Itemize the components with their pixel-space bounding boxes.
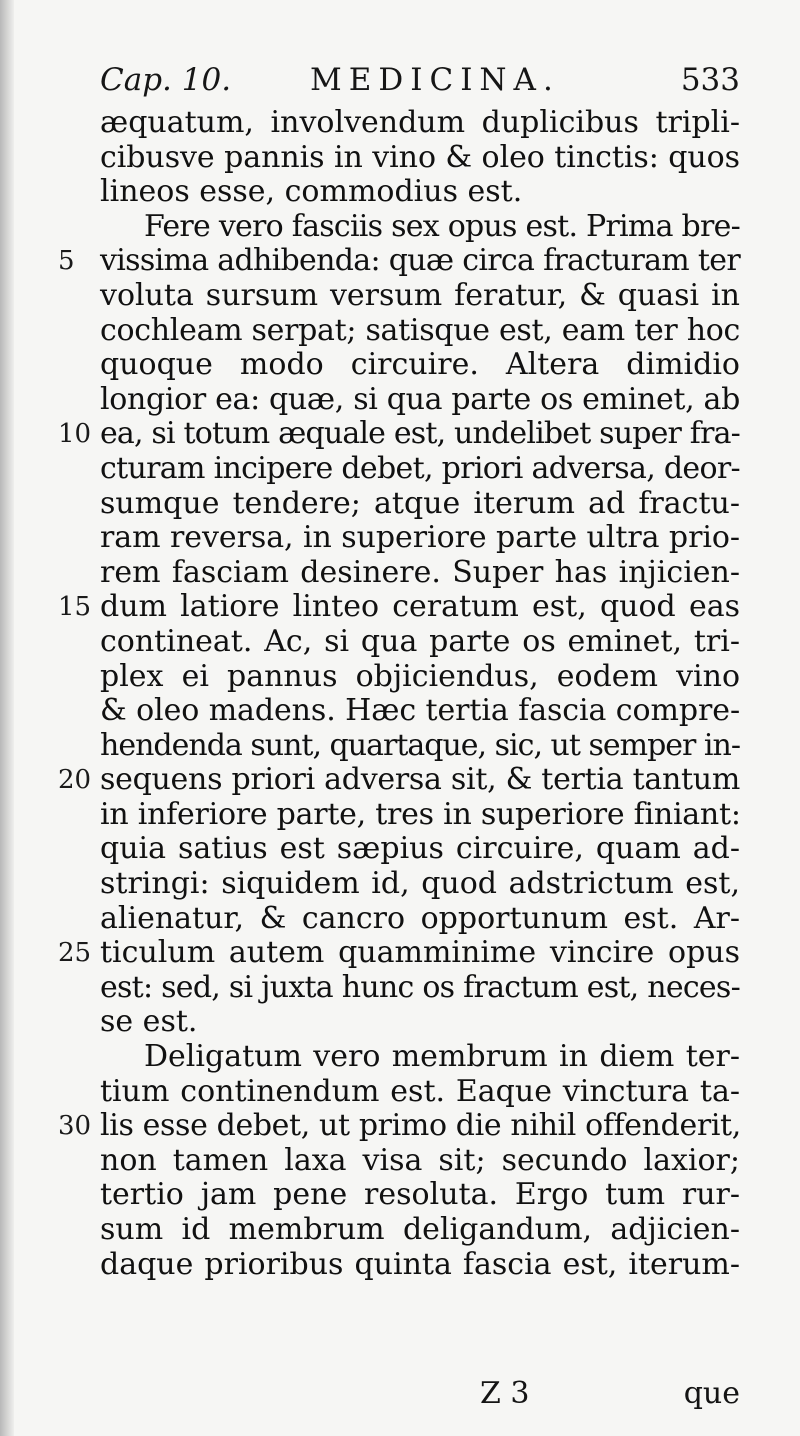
line-text: cturam incipere debet, priori adversa, deor- xyxy=(100,450,740,486)
line-text: non tamen laxa visa sit; secundo laxior; xyxy=(100,1142,740,1178)
line-text: tium continendum est. Eaque vinctura ta- xyxy=(100,1073,740,1109)
text-line xyxy=(100,348,740,383)
text-line xyxy=(100,1075,740,1110)
text-line xyxy=(100,175,740,210)
text-line xyxy=(100,141,740,176)
text-line xyxy=(100,556,740,591)
line-text: hendenda sunt, quartaque, sic, ut semper in- xyxy=(100,727,740,763)
line-text: quoque modo circuire. Altera dimidio xyxy=(100,347,740,383)
line-number: 30 xyxy=(58,1111,92,1142)
line-text: sequens priori adversa sit, & tertia tantum xyxy=(100,762,740,798)
line-text: in inferiore parte, tres in superiore finiant: xyxy=(100,796,741,832)
text-line xyxy=(100,1040,740,1075)
text-line xyxy=(100,660,740,695)
text-line xyxy=(100,1005,740,1040)
text-line xyxy=(58,243,741,279)
text-line xyxy=(100,1144,740,1179)
text-line xyxy=(100,1248,740,1283)
text-line xyxy=(100,902,740,937)
page-edge-shadow xyxy=(0,0,14,1436)
text-line xyxy=(100,487,740,522)
line-number: 5 xyxy=(58,246,75,277)
line-text: lineos esse, commodius est. xyxy=(100,174,523,210)
line-text: cochleam serpat; satisque est, eam ter hoc xyxy=(100,312,740,348)
line-text: Fere vero fasciis sex opus est. Prima bre- xyxy=(144,208,740,244)
text-line xyxy=(58,416,740,452)
line-number: 25 xyxy=(58,938,92,969)
text-line xyxy=(58,589,740,625)
running-header xyxy=(100,62,740,110)
line-text: cibusve pannis in vino & oleo tinctis: quos xyxy=(100,139,741,175)
text-line xyxy=(100,1178,740,1213)
text-line xyxy=(100,971,740,1006)
line-text: sumque tendere; atque iterum ad fractu- xyxy=(100,485,740,521)
line-number: 20 xyxy=(58,765,92,796)
line-text: vissima adhibenda: quæ circa fracturam ter xyxy=(100,243,741,279)
text-line xyxy=(100,729,740,764)
line-number: 15 xyxy=(58,592,92,623)
running-title: MEDICINA. xyxy=(310,62,560,98)
text-line xyxy=(100,832,740,867)
line-text: contineat. Ac, si qua parte os eminet, tri- xyxy=(100,623,740,659)
line-text: ticulum autem quamminime vincire opus xyxy=(100,935,740,971)
text-line xyxy=(100,867,740,902)
line-text: sum id membrum deligandum, adjicien- xyxy=(100,1212,740,1247)
line-text: Deligatum vero membrum in diem ter- xyxy=(144,1039,740,1075)
line-text: stringi: siquidem id, quod adstrictum est, xyxy=(100,866,740,902)
line-text: est: sed, si juxta hunc os fractum est, neces- xyxy=(100,969,740,1005)
text-line xyxy=(100,694,740,729)
text-line xyxy=(58,762,740,798)
line-text: plex ei pannus objiciendus, eodem vino xyxy=(100,658,740,694)
text-line xyxy=(100,625,740,660)
line-text: ram reversa, in superiore parte ultra prio- xyxy=(100,520,740,556)
line-text: rem fasciam desinere. Super has injicien- xyxy=(100,554,740,590)
line-text: voluta sursum versum feratur, & quasi in xyxy=(100,277,740,313)
line-text: daque prioribus quinta fascia est, iterum- xyxy=(100,1246,740,1282)
line-number: 10 xyxy=(58,419,92,450)
text-line xyxy=(58,935,740,971)
line-text: quia satius est sæpius circuire, quam ad- xyxy=(100,831,740,867)
text-line xyxy=(100,210,740,245)
text-line xyxy=(100,314,740,349)
text-line xyxy=(100,1213,740,1248)
line-text: ea, si totum æquale est, undelibet super fra- xyxy=(100,416,740,452)
text-line xyxy=(100,521,740,556)
page-footer xyxy=(100,1376,740,1420)
text-line xyxy=(100,383,740,418)
line-text: & oleo madens. Hæc tertia fascia compre- xyxy=(100,693,740,729)
line-text: lis esse debet, ut primo die nihil offenderit, xyxy=(100,1108,741,1144)
catchword: que xyxy=(683,1376,740,1411)
line-text: æquatum, involvendum duplicibus tripli- xyxy=(100,105,740,140)
text-line xyxy=(58,1108,741,1144)
line-text: tertio jam pene resoluta. Ergo tum rur- xyxy=(100,1177,740,1213)
line-text: dum latiore linteo ceratum est, quod eas xyxy=(100,589,740,625)
text-line xyxy=(100,452,740,487)
chapter-label: Cap. 10. xyxy=(100,62,232,98)
text-line xyxy=(100,279,740,314)
text-line xyxy=(100,106,740,141)
line-text: alienatur, & cancro opportunum est. Ar- xyxy=(100,900,740,936)
text-line xyxy=(100,798,740,833)
page-number: 533 xyxy=(680,62,740,98)
line-text: longior ea: quæ, si qua parte os eminet, ab xyxy=(100,381,740,417)
line-text: se est. xyxy=(100,1004,198,1040)
body-text xyxy=(58,105,741,1282)
signature-mark: Z 3 xyxy=(480,1376,530,1411)
